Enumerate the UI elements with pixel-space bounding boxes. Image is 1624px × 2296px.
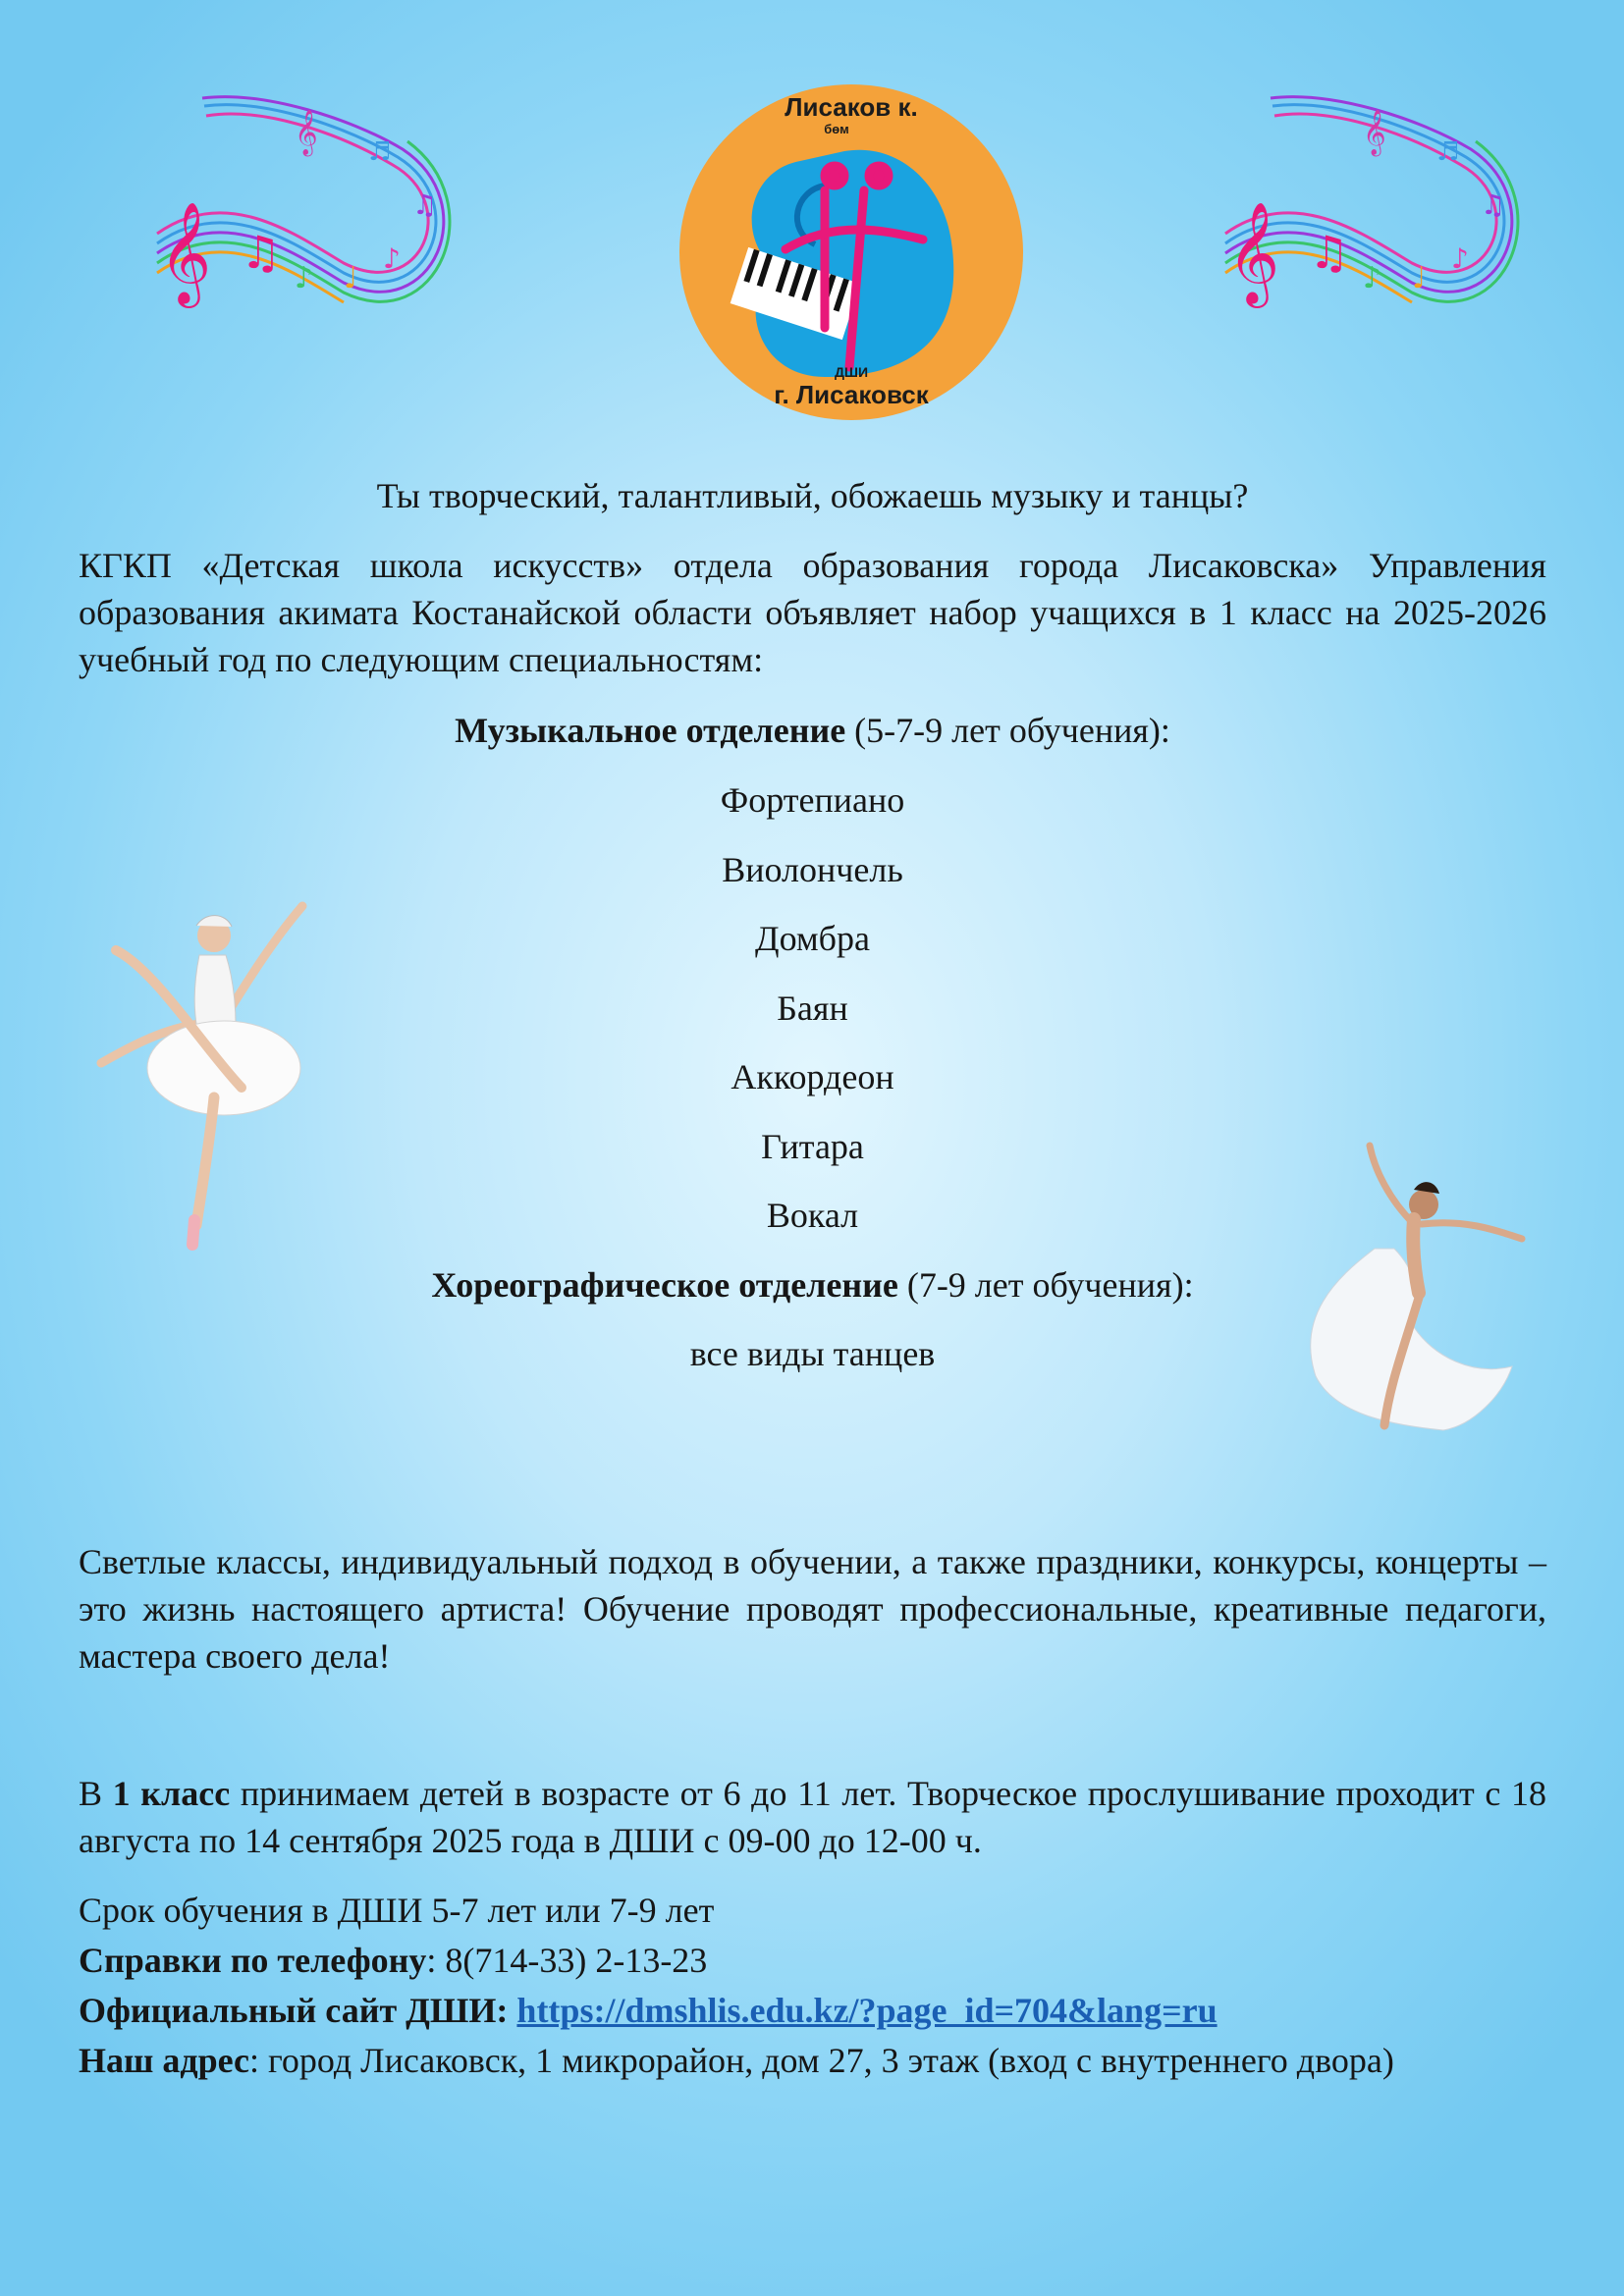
svg-text:♪: ♪ (1451, 242, 1469, 275)
svg-text:♫: ♫ (412, 188, 438, 221)
svg-text:г. Лисаковск: г. Лисаковск (774, 380, 929, 409)
address-value: : город Лисаковск, 1 микрорайон, дом 27, 3 этаж (вход с внутреннего двора) (249, 2041, 1394, 2080)
specialty-item: Домбра (755, 919, 870, 958)
svg-text:♬: ♬ (1436, 137, 1460, 167)
school-logo (677, 82, 1025, 422)
music-notes-swirl-right (1216, 86, 1520, 342)
svg-text:бөм: бөм (824, 122, 849, 136)
svg-text:♩: ♩ (344, 261, 358, 295)
specialty-item: Аккордеон (731, 1057, 894, 1096)
specialty-item: Вокал (766, 1196, 859, 1235)
website-link[interactable]: https://dmshlis.edu.kz/?page_id=704&lang=ru (516, 1991, 1218, 2030)
specialty-item: Фортепиано (720, 780, 905, 820)
admission-rest: принимаем детей в возрасте от 6 до 11 лет. Творческое прослушивание проходит с 18 августа по 14 сентября 2025 года в ДШИ с 09-00 до 12-00 ч. (79, 1774, 1547, 1860)
intro-question: Ты творческий, талантливый, обожаешь музыку и танцы? (376, 476, 1249, 515)
svg-text:♩: ♩ (1412, 261, 1427, 295)
music-notes-swirl-left (147, 86, 452, 342)
specialty-item: Гитара (761, 1127, 864, 1166)
svg-text:♪: ♪ (383, 242, 401, 275)
specialty-item: Баян (777, 988, 848, 1028)
admission-class: 1 класс (112, 1774, 231, 1813)
choreo-department-heading (79, 1261, 1546, 1308)
svg-text:♫: ♫ (241, 226, 282, 279)
address-line (79, 2037, 1546, 2084)
svg-text:ДШИ: ДШИ (834, 364, 869, 380)
svg-text:♬: ♬ (368, 137, 392, 167)
svg-text:♪: ♪ (295, 261, 314, 295)
svg-text:𝄞: 𝄞 (1363, 110, 1386, 155)
phone-line (79, 1937, 1546, 1984)
svg-text:♪: ♪ (1363, 261, 1382, 295)
admission-paragraph (79, 1770, 1546, 1864)
music-department-heading (79, 707, 1546, 754)
svg-text:𝄞: 𝄞 (159, 201, 212, 304)
svg-text:♫: ♫ (1481, 188, 1506, 221)
study-duration: Срок обучения в ДШИ 5-7 лет или 7-9 лет (79, 1891, 715, 1930)
choreo-department-duration: (7-9 лет обучения): (906, 1265, 1194, 1305)
admission-prefix: В (79, 1774, 103, 1813)
phone-label: Справки по телефону (79, 1941, 427, 1980)
svg-text:𝄞: 𝄞 (1227, 201, 1280, 304)
svg-text:♫: ♫ (1309, 226, 1350, 279)
svg-text:𝄞: 𝄞 (295, 110, 318, 155)
music-department-title: Музыкальное отделение (455, 711, 846, 750)
specialty-item: Виолончель (722, 850, 903, 889)
choreo-department-title: Хореографическое отделение (431, 1265, 898, 1305)
choreo-specialty: все виды танцев (689, 1334, 936, 1373)
phone-value: : 8(714-33) 2-13-23 (426, 1941, 708, 1980)
description-paragraph: Светлые классы, индивидуальный подход в обучении, а также праздники, конкурсы, концерты – это жизнь настоящего артиста! Обучение проводят профессиональные, креативные педагоги, мастера своего дела! (79, 1542, 1546, 1676)
music-department-duration: (5-7-9 лет обучения): (854, 711, 1170, 750)
announcement-paragraph: КГКП «Детская школа искусств» отдела образования города Лисаковска» Управления образования акимата Костанайской области объявляет набор учащихся в 1 класс на 2025-2026 учебный год по следующим специальностям: (79, 546, 1546, 679)
address-label: Наш адрес (79, 2041, 250, 2080)
website-label: Официальный сайт ДШИ: (79, 1991, 509, 2030)
svg-text:Лисаков к.: Лисаков к. (785, 92, 918, 122)
website-line (79, 1987, 1546, 2034)
